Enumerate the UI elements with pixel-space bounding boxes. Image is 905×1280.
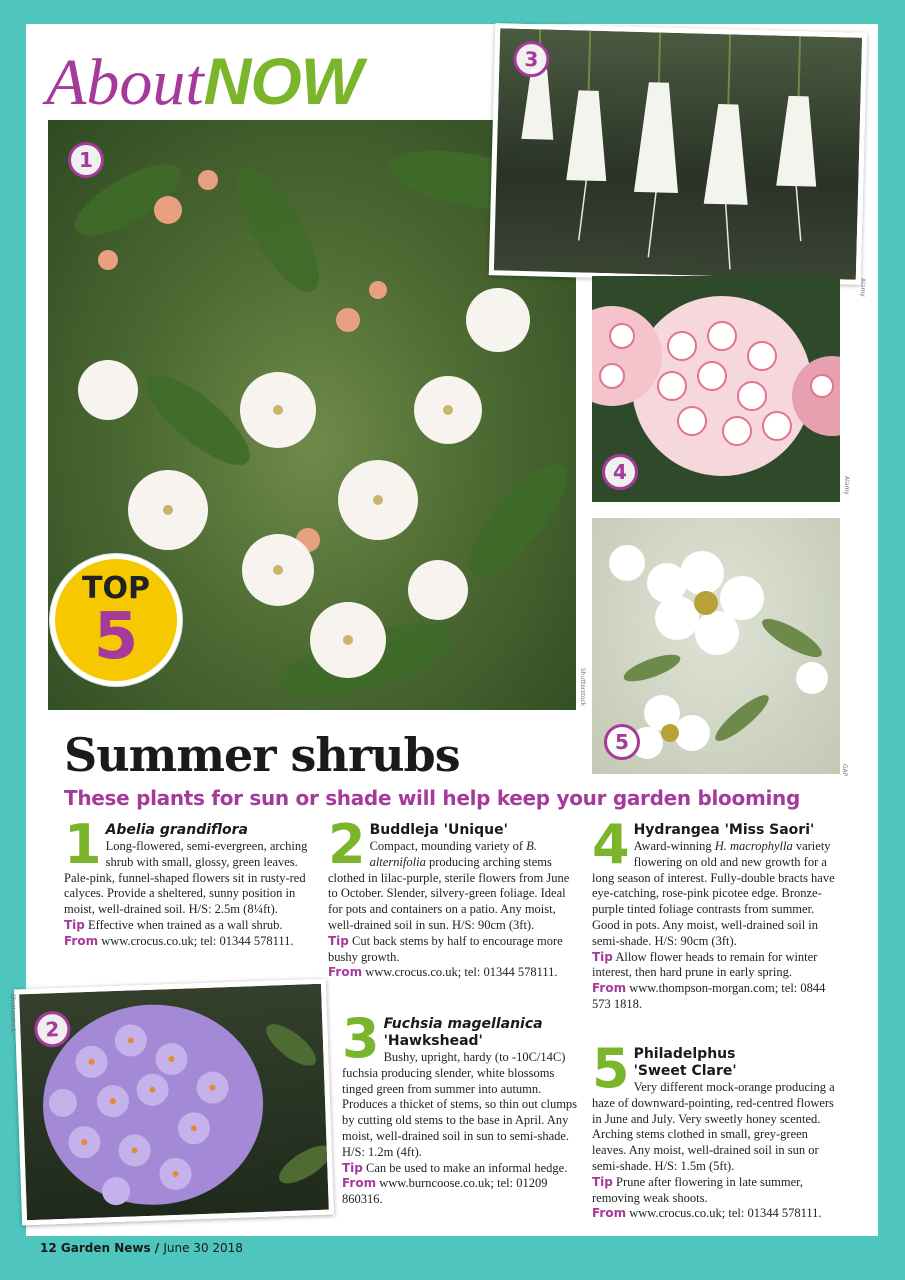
entry-number: 5	[592, 1037, 630, 1100]
footer-date: June 30 2018	[163, 1241, 243, 1255]
photo-number-badge: 4	[602, 454, 638, 490]
entry-philadelphus	[592, 1037, 840, 1222]
tip-text: Cut back stems by half to encourage more bushy growth.	[328, 933, 563, 964]
article-subtitle: These plants for sun or shade will help keep your garden blooming	[64, 786, 800, 810]
body-part: Award-winning	[633, 839, 715, 853]
photo-number-badge: 3	[513, 41, 550, 78]
entry-number: 4	[592, 813, 630, 876]
header-about: About	[46, 46, 204, 119]
entry-name: Fuchsia magellanica	[383, 1016, 543, 1032]
entry-number: 3	[342, 1007, 380, 1070]
photo-fuchsia	[489, 23, 867, 285]
entry-number: 2	[328, 813, 366, 876]
entry-tip	[328, 934, 574, 966]
from-text: www.crocus.co.uk; tel: 01344 578111.	[629, 1206, 822, 1221]
photo-number-badge: 1	[68, 142, 104, 178]
from-label: From	[64, 933, 99, 948]
entry-cultivar: 'Sweet Clare'	[633, 1063, 737, 1079]
entry-from	[592, 1206, 840, 1222]
tip-text: Can be used to make an informal hedge.	[366, 1160, 568, 1175]
photo-philadelphus	[592, 518, 840, 774]
entry-cultivar: 'Hawkshead'	[383, 1033, 483, 1049]
top5-roundel	[50, 554, 182, 686]
body-part: producing arching stems clothed in lilac-purple, sterile flowers from June to October. Slender, silvery-green foliage. Ideal for pots and containers on a patio. Any moist, well-drained soil in sun. H/S: 90cm (3ft).	[328, 854, 570, 932]
entry-name: Hydrangea 'Miss Saori'	[633, 822, 815, 838]
photo-credit: Alamy	[859, 278, 866, 297]
photo-hydrangea	[592, 276, 840, 502]
header-now: NOW	[203, 44, 362, 118]
tip-label: Tip	[328, 933, 349, 948]
entry-body: Bushy, upright, hardy (to -10C/14C) fuchsia producing slender, white blossoms tinged green from summer into autumn. Produces a thicket of stems, so thin out clumps by cutting old stems to the base in April. Any moist, well-drained soil in sun to semi-shade. H/S: 1.2m (4ft).	[342, 1050, 578, 1159]
tip-label: Tip	[592, 1174, 613, 1189]
entry-from	[328, 965, 574, 981]
body-latin-name: B. alternifolia	[369, 839, 537, 869]
photo-credit: Alamy	[843, 476, 850, 495]
tip-text: Allow flower heads to remain for winter interest, then hard prune in early spring.	[592, 949, 818, 980]
tip-text: Effective when trained as a wall shrub.	[88, 917, 283, 932]
from-label: From	[592, 1206, 627, 1221]
top5-number: 5	[93, 600, 139, 674]
entry-from	[342, 1176, 578, 1208]
photo-credit: Shutterstock	[579, 668, 586, 707]
tip-text: Prune after flowering in late summer, removing weak shoots.	[592, 1174, 803, 1205]
from-text: www.thompson-morgan.com; tel: 0844 573 1818.	[592, 981, 826, 1011]
photo-number-badge: 5	[604, 724, 640, 760]
entry-fuchsia	[342, 1007, 578, 1208]
entry-name: Buddleja 'Unique'	[369, 822, 508, 838]
entry-tip	[592, 950, 840, 982]
entry-body: Long-flowered, semi-evergreen, arching shrub with small, glossy, green leaves. Pale-pink, funnel-shaped flowers sit in rusty-red calyces. Provide a sheltered, sunny position in moist, well-drained soil. H/S: 2.5m (8¼ft).	[64, 839, 308, 917]
photo-number-badge: 2	[34, 1011, 71, 1048]
magazine-page	[9, 24, 878, 1236]
footer-separator: /	[150, 1241, 164, 1255]
tip-label: Tip	[64, 917, 85, 932]
entry-from	[592, 981, 840, 1013]
photo-buddleja	[14, 979, 334, 1226]
from-text: www.crocus.co.uk; tel: 01344 578111.	[365, 965, 558, 980]
entry-name: Philadelphus	[633, 1046, 736, 1062]
from-label: From	[342, 1176, 377, 1191]
entry-tip	[342, 1161, 578, 1177]
fuchsia-flowers-illustration	[494, 28, 862, 279]
entry-name: Abelia grandiflora	[105, 822, 248, 838]
article-title: Summer shrubs	[64, 728, 460, 782]
photo-credit: Shutterstock	[9, 994, 16, 1033]
entry-hydrangea	[592, 813, 840, 1013]
photo-credit: GAP	[841, 764, 848, 777]
entry-body: Very different mock-orange producing a haze of downward-pointing, red-centred flowers in June and July. Very sweetly honey scented. Arching stems clothed in small, grey-green leaves. Any moist, well-drained soil in sun or semi-shade. H/S: 1.5m (5ft).	[592, 1080, 835, 1173]
tip-label: Tip	[592, 949, 613, 964]
from-label: From	[592, 981, 627, 996]
entry-from	[64, 934, 310, 950]
entry-number: 1	[64, 813, 102, 876]
entry-tip	[64, 918, 310, 934]
from-text: www.crocus.co.uk; tel: 01344 578111.	[101, 933, 294, 948]
tip-label: Tip	[342, 1160, 363, 1175]
body-part: Compact, mounding variety of	[369, 839, 527, 853]
entry-abelia	[64, 813, 310, 950]
section-header	[46, 46, 362, 118]
from-label: From	[328, 965, 363, 980]
from-text: www.burncoose.co.uk; tel: 01209 860316.	[342, 1176, 548, 1207]
entry-buddleja	[328, 813, 574, 981]
body-part: variety flowering on old and new growth for a long season of interest. Fully-double bracts have eye-catching, rose-pink picotee edge. Bronze-purple tinted foliage contrasts from summer. Good in pots. Any moist, well-drained soil in semi-shade. H/S: 90cm (3ft).	[592, 839, 835, 948]
top5-label: TOP	[82, 571, 150, 606]
entry-tip	[592, 1175, 840, 1207]
footer-page: 12 Garden News	[40, 1241, 151, 1255]
body-latin-name: H. macrophylla	[714, 839, 793, 853]
page-footer	[40, 1241, 243, 1255]
